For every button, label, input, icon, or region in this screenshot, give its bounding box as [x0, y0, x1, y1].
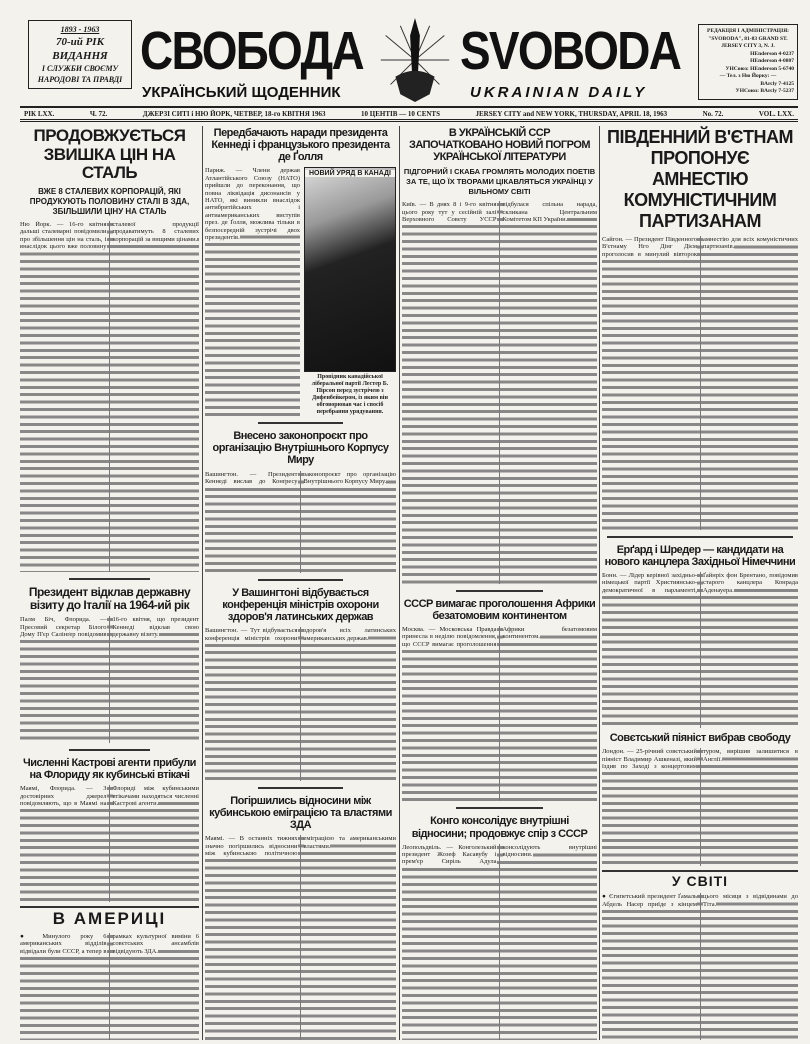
- date-english: JERSEY CITY and NEW YORK, THURSDAY, APRIL 18, 1963: [475, 109, 668, 118]
- article-body-de-gaulle: [205, 167, 300, 416]
- article-body-world: [602, 893, 798, 1040]
- headline-peace-corps: Внесено законопроєкт про організацію Внутрішнього Корпусу Миру: [212, 430, 389, 467]
- article-lead: Париж. — Члени держав Атлантійського Союзу (НАТО) прийшли до переконання, що повна ліквідація дисонансів у НАТО, які виникли внаслідок антибритійських і антиамериканських виступів през. де Ґолля, можлива тільки в безпосередній зустрічі двох президентів.: [205, 167, 300, 241]
- number-label: No. 72.: [702, 109, 724, 118]
- anniversary-line3: НАРОДОВІ ТА ПРАВДІ: [37, 75, 123, 84]
- article-body-pianist: [602, 748, 798, 865]
- article-body-erhard: [602, 572, 798, 729]
- headline-de-gaulle: Передбачають наради президента Кеннеді і французького президента де Ґолля: [211, 127, 390, 164]
- article-lead: Маямі, Флорида. — З достовірних джерел повідомляють, що в Маямі на Флориді між кубинськими втікачами находяться численні Кастрові агенти.: [20, 785, 199, 807]
- volume-label: VOL. LXX.: [758, 109, 794, 118]
- year-label: РІК LXX.: [24, 109, 55, 118]
- article-lead: Москва. — Московська Правда принесла в неділю повідомлення, що СССР вимагає проголошення Африки безатомовим континентом.: [402, 625, 597, 648]
- article-lead: ● Єгипетський президент Ґамаль Абдель Насер приїде з кінцем цього місяця з відвідинами до Тіта.: [602, 893, 798, 908]
- column-divider: [599, 126, 600, 1040]
- price-label: 10 ЦЕНТІВ — 10 CENTS: [361, 109, 440, 118]
- column-1: [20, 127, 199, 1040]
- article-lead: ● Минулого року 6 американських відділів відвідали були СССР, а тепер в рамках культурної виміни 6 совєтських ансамблів відвідують ЗДА.: [20, 932, 199, 955]
- contact-line: BArcly 7-4125: [760, 80, 794, 87]
- contact-line: РЕДАКЦІЯ І АДМІНІСТРАЦІЯ:: [706, 28, 790, 34]
- article-body-health: [205, 627, 396, 781]
- headline-world: У СВІТІ: [602, 870, 798, 889]
- date-ukrainian: ДЖЕРЗІ СИТІ і НЮ ЙОРК, ЧЕТВЕР, 18-го КВІТНЯ 1963: [142, 109, 326, 118]
- headline-cuba: Погіршились відносини між кубинською еміграцією та властями ЗДА: [209, 794, 392, 832]
- contact-line: УНСоюз: BArcly 7-5237: [735, 88, 794, 94]
- article-body-vietnam: [602, 236, 798, 530]
- article-lead: Вашингтон. — Тут відбувається конференція міністрів охорони здоров'я всіх латинських американських держав.: [205, 627, 396, 642]
- divider: [456, 807, 544, 809]
- photo-block: [304, 167, 396, 416]
- divider: [607, 536, 793, 538]
- masthead-title-english: SVOBODA: [460, 21, 681, 81]
- contact-line: HEnderson 4-0807: [750, 58, 794, 64]
- divider: [258, 579, 344, 581]
- column-3: [402, 127, 597, 1040]
- anniversary-edition: 70-ий РІК ВИДАННЯ: [52, 36, 108, 62]
- article-body-africa: [402, 626, 597, 802]
- article-body-castro: [20, 785, 199, 902]
- trident-emblem-icon: [380, 16, 450, 104]
- contact-line: УНСоюз: HEnderson 5-6740: [725, 65, 794, 72]
- column-4: [602, 127, 798, 1040]
- headline-health: У Вашингтоні відбувається конференція міністрів охорони здоров'я латинських держав: [222, 586, 379, 624]
- article-lead: Леопольдвіль. — Конголезький президент Жозеф Касавубу і прем'єр Сиріль Адула консолідують внутрішні відносини.: [402, 843, 597, 866]
- masthead-subtitle-ukrainian: УКРАЇНСЬКИЙ ЩОДЕННИК: [142, 84, 341, 101]
- article-body-america: [20, 933, 199, 1040]
- headline-castro: Численні Кастрові агенти прибули на Флориду як кубинські втікачі: [23, 756, 196, 782]
- headline-erhard: Ерґард і Шредер — кандидати на нового канцлера Західньої Німеччини: [604, 543, 796, 568]
- article-body-pogrom: [402, 201, 597, 583]
- contact-line: HEnderson 4-0237: [750, 50, 794, 57]
- article-lead: Ню Йорк. — 16-го квітня дальші сталеварні повідомили про збільшення цін на сталь, і внаслідок цього вже половину сталевої продукції продаватимуть 8 сталевих корпорацій за вищими цінами.: [20, 221, 199, 251]
- article-lead: Бонн. — Лідер керівної західньо-німецької партії Християнсько-демократичної в парламенті, Ґайнріх фон Брентано, повідомив старого канцлера Конрада Аденауера.: [602, 571, 798, 594]
- contact-line: "SVOBODA", 81-83 GRAND ST.: [708, 35, 788, 42]
- divider: [69, 578, 150, 580]
- headline-vietnam: ПІВДЕННИЙ В'ЄТНАМ ПРОПОНУЄ АМНЕСТІЮ КОМУНІСТИЧНИМ ПАРТИЗАНАМ: [607, 127, 793, 231]
- subhead-steel: ВЖЕ 8 СТАЛЕВИХ КОРПОРАЦІЙ, ЯКІ ПРОДУКУЮТЬ ПОЛОВИНУ СТАЛІ В ЗДА, ЗБІЛЬШИЛИ ЦІНУ НА СТАЛЬ: [29, 187, 190, 217]
- article-lead: Київ. — В днях 8 і 9-го квітня цього року тут у сесійній залі Верховного Совєту УССР відбулася спільна нарада, скликана Центральним Комітетом КП України.: [402, 201, 597, 224]
- article-body-cuba: [205, 835, 396, 1040]
- article-lead: Палм Біч, Флорида. — Пресовий секретар Білого Дому П'єр Салінґер повідомив 16-го квітня, що президент Кеннеді відклав свою державну візиту.: [20, 616, 199, 639]
- column-divider: [202, 126, 203, 1040]
- article-lead: Вашингтон. — Президент Кеннеді вислав до Конґресу законопроєкт про організацію Внутрішнього Корпусу Миру.: [205, 470, 396, 485]
- divider: [69, 749, 150, 751]
- anniversary-line2: І СЛУЖБИ СВОЄМУ: [41, 64, 119, 73]
- article-lead: Сайгон. — Президент Південного В'єтнаму Нго Дінг Дієм проголосив в минулий вівторок амнестію для всіх комуністичних партизанів.: [602, 236, 798, 258]
- article-body-peace-corps: [205, 471, 396, 573]
- article-body-congo: [402, 844, 597, 1040]
- headline-pogrom: В УКРАЇНСЬКІЙ ССР ЗАПОЧАТКОВАНО НОВИЙ ПОГРОМ УКРАЇНСЬКОЇ ЛІТЕРАТУРИ: [408, 127, 591, 164]
- divider: [456, 590, 544, 592]
- column-divider: [399, 126, 400, 1040]
- contact-line: — Тел. з Ню Йорку: —: [719, 73, 777, 79]
- headline-steel: ПРОДОВЖУЄТЬСЯ ЗВИШКА ЦІН НА СТАЛЬ: [33, 126, 186, 183]
- headline-pianist: Совєтський піяніст вибрав свободу: [609, 732, 791, 745]
- anniversary-box: [28, 20, 132, 89]
- article-body-steel: [20, 221, 199, 572]
- headline-congo: Конго консолідує внутрішні відносини; продовжує спір з СССР: [411, 815, 588, 840]
- article-lead: Лондон. — 25-річний совєтський піяніст Владимир Ашкеназі, який їздив по Заході з концертовим туром, вирішив залишитися в Англії.: [602, 748, 798, 771]
- masthead-subtitle-english: UKRAINIAN DAILY: [470, 84, 648, 101]
- article-body-italy: [20, 616, 199, 743]
- subhead-pogrom: ПІДГОРНИЙ І СКАБА ГРОМЛЯТЬ МОЛОДИХ ПОЕТІВ ЗА ТЕ, ЩО ЇХ ТВОРАМИ ЦІКАВЛЯТЬСЯ УКРАЇНЦІ У ВІЛЬНОМУ СВІТІ: [403, 167, 596, 197]
- contact-box: [698, 24, 798, 100]
- article-lead: Маямі. — В останніх тижнях значно погіршились відносини між кубинською політичною еміграцією та американськими властями.: [205, 835, 396, 857]
- photo-label: НОВИЙ УРЯД В КАНАДІ: [305, 170, 395, 177]
- photo-caption: Провідник канадійської ліберальної партії Лестер Б. Пірсон перед зустрічею з Дифенбейкером, із яким він обговорював час і спосіб перебрання урядування.: [311, 374, 389, 416]
- de-gaulle-article-row: [205, 167, 396, 416]
- divider: [258, 787, 344, 789]
- masthead-title-ukrainian: СВОБОДА: [140, 21, 363, 81]
- dateline-bar: [20, 106, 798, 122]
- contact-line: JERSEY CITY 3, N. J.: [721, 43, 775, 49]
- column-2: [205, 127, 396, 1040]
- headline-africa: СССР вимагає проголошення Африки безатомовим континентом: [403, 597, 596, 622]
- issue-label: Ч. 72.: [89, 109, 108, 118]
- headline-italy: Президент відклав державну візиту до Італії на 1964-ий рік: [28, 584, 191, 613]
- photo-pearson: [304, 167, 396, 372]
- headline-america: В АМЕРИЦІ: [20, 906, 199, 929]
- divider: [258, 422, 344, 424]
- anniversary-years: 1893 - 1963: [60, 25, 100, 34]
